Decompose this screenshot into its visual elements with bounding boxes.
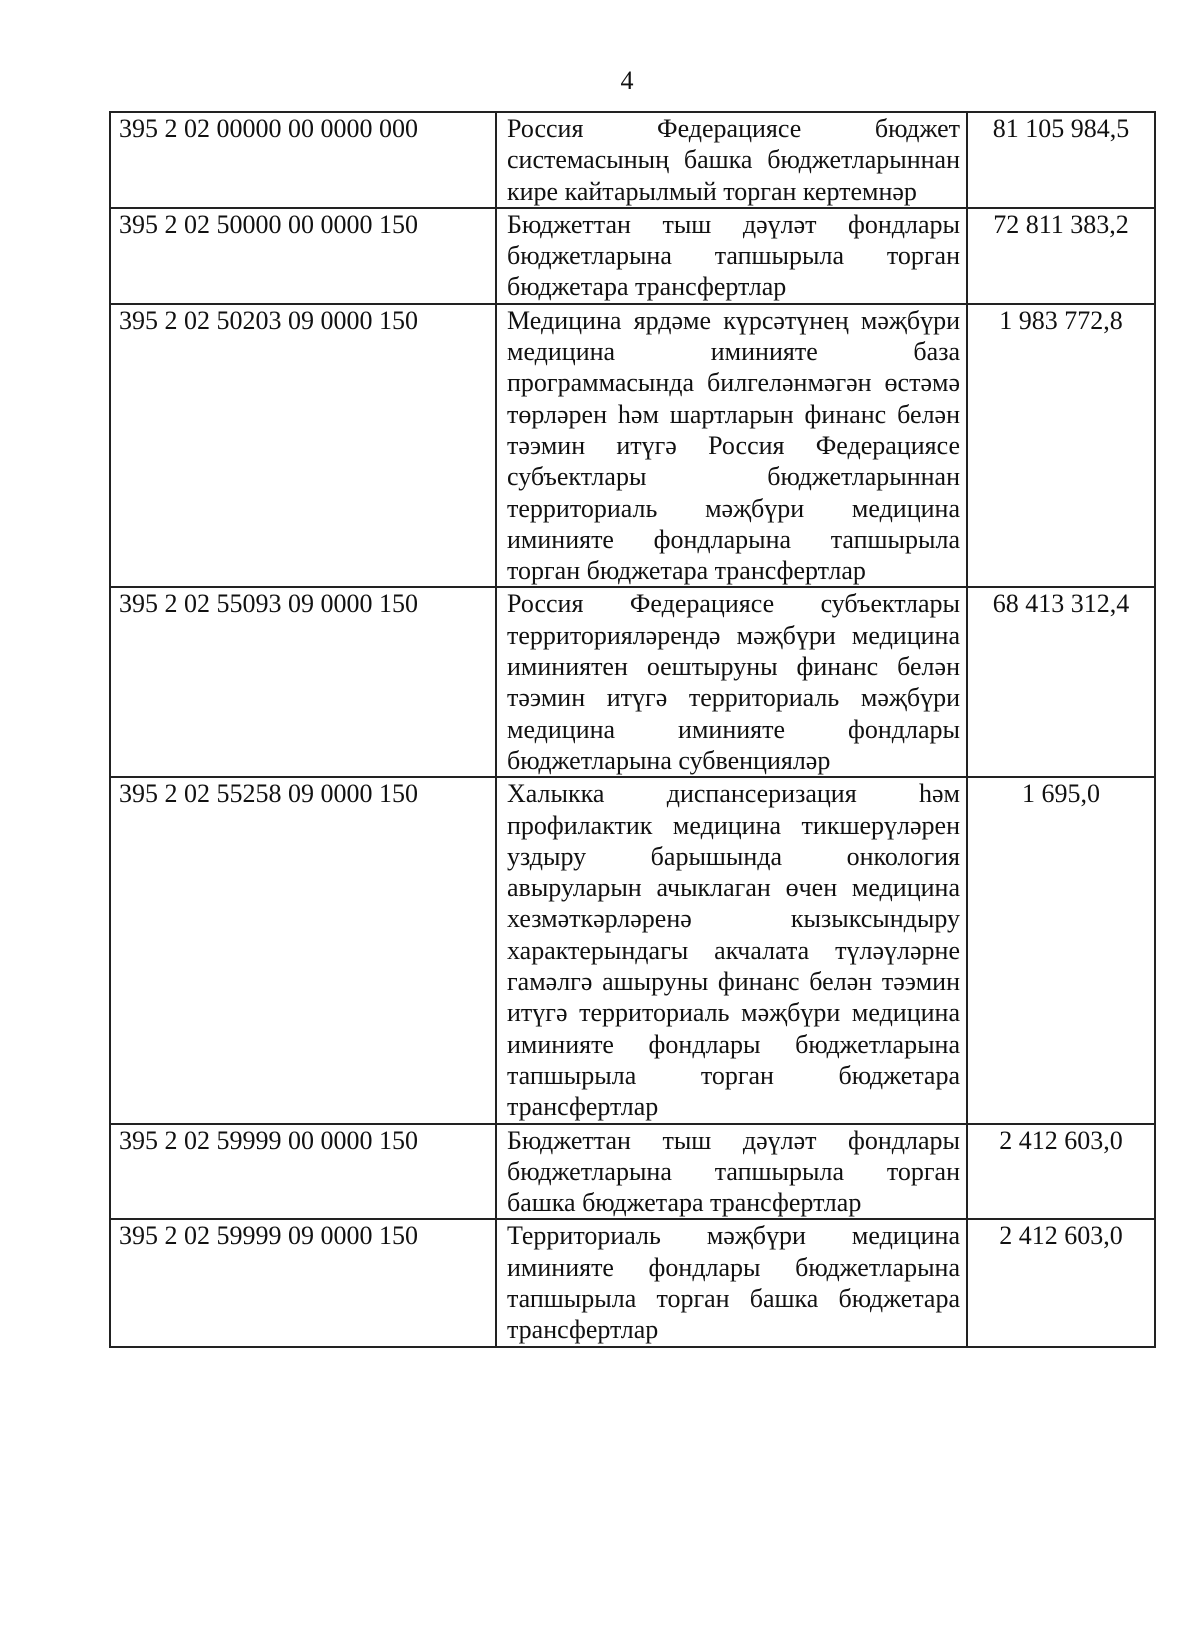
table-row bbox=[110, 304, 1155, 588]
amount-cell: 1 983 772,8 bbox=[967, 304, 1155, 588]
amount-cell: 68 413 312,4 bbox=[967, 587, 1155, 777]
amount-cell: 2 412 603,0 bbox=[967, 1124, 1155, 1220]
budget-code-cell: 395 2 02 59999 09 0000 150 bbox=[110, 1219, 496, 1346]
table-row bbox=[110, 587, 1155, 777]
description-cell: Территориаль мәҗбүри медицина иминияте фондлары бюджетларына тапшырыла торган башка бюджетара трансфертлар bbox=[496, 1219, 967, 1346]
budget-code-cell: 395 2 02 00000 00 0000 000 bbox=[110, 112, 496, 208]
description-cell: Медицина ярдәме күрсәтүнең мәҗбүри медицина иминияте база программасында билгеләнмәгән өстәмә төрләрен һәм шартларын финанс белән тәэмин итүгә Россия Федерациясе субъектлары бюджетларыннан территориаль мәҗбүри медицина иминияте фондларына тапшырыла торган бюджетара трансфертлар bbox=[496, 304, 967, 588]
budget-code-cell: 395 2 02 55093 09 0000 150 bbox=[110, 587, 496, 777]
budget-table bbox=[109, 111, 1156, 1348]
table-row bbox=[110, 1219, 1155, 1346]
page-number: 4 bbox=[620, 66, 634, 95]
budget-code-cell: 395 2 02 50203 09 0000 150 bbox=[110, 304, 496, 588]
description-cell: Бюджеттан тыш дәүләт фондлары бюджетларына тапшырыла торган бюджетара трансфертлар bbox=[496, 208, 967, 304]
description-cell: Россия Федерациясе бюджет системасының башка бюджетларыннан кире кайтарылмый торган кертемнәр bbox=[496, 112, 967, 208]
budget-table-body bbox=[110, 112, 1155, 1347]
table-row bbox=[110, 1124, 1155, 1220]
amount-cell: 72 811 383,2 bbox=[967, 208, 1155, 304]
table-row bbox=[110, 208, 1155, 304]
amount-cell: 2 412 603,0 bbox=[967, 1219, 1155, 1346]
amount-cell: 1 695,0 bbox=[967, 777, 1155, 1123]
description-cell: Бюджеттан тыш дәүләт фондлары бюджетларына тапшырыла торган башка бюджетара трансфертлар bbox=[496, 1124, 967, 1220]
budget-code-cell: 395 2 02 55258 09 0000 150 bbox=[110, 777, 496, 1123]
description-cell: Халыкка диспансеризация һәм профилактик медицина тикшерүләрен уздыру барышында онкология авыруларын ачыклаган өчен медицина хезмәткәрләренә кызыксындыру характерындагы акчалата түләүләрне гамәлгә ашыруны финанс белән тәэмин итүгә территориаль мәҗбүри медицина иминияте фондлары бюджетларына тапшырыла торган бюджетара трансфертлар bbox=[496, 777, 967, 1123]
budget-code-cell: 395 2 02 50000 00 0000 150 bbox=[110, 208, 496, 304]
description-cell: Россия Федерациясе субъектлары территорияләрендә мәҗбүри медицина иминиятен оештыруны финанс белән тәэмин итүгә территориаль мәҗбүри медицина иминияте фондлары бюджетларына субвенцияләр bbox=[496, 587, 967, 777]
table-row bbox=[110, 777, 1155, 1123]
amount-cell: 81 105 984,5 bbox=[967, 112, 1155, 208]
table-row bbox=[110, 112, 1155, 208]
budget-code-cell: 395 2 02 59999 00 0000 150 bbox=[110, 1124, 496, 1220]
